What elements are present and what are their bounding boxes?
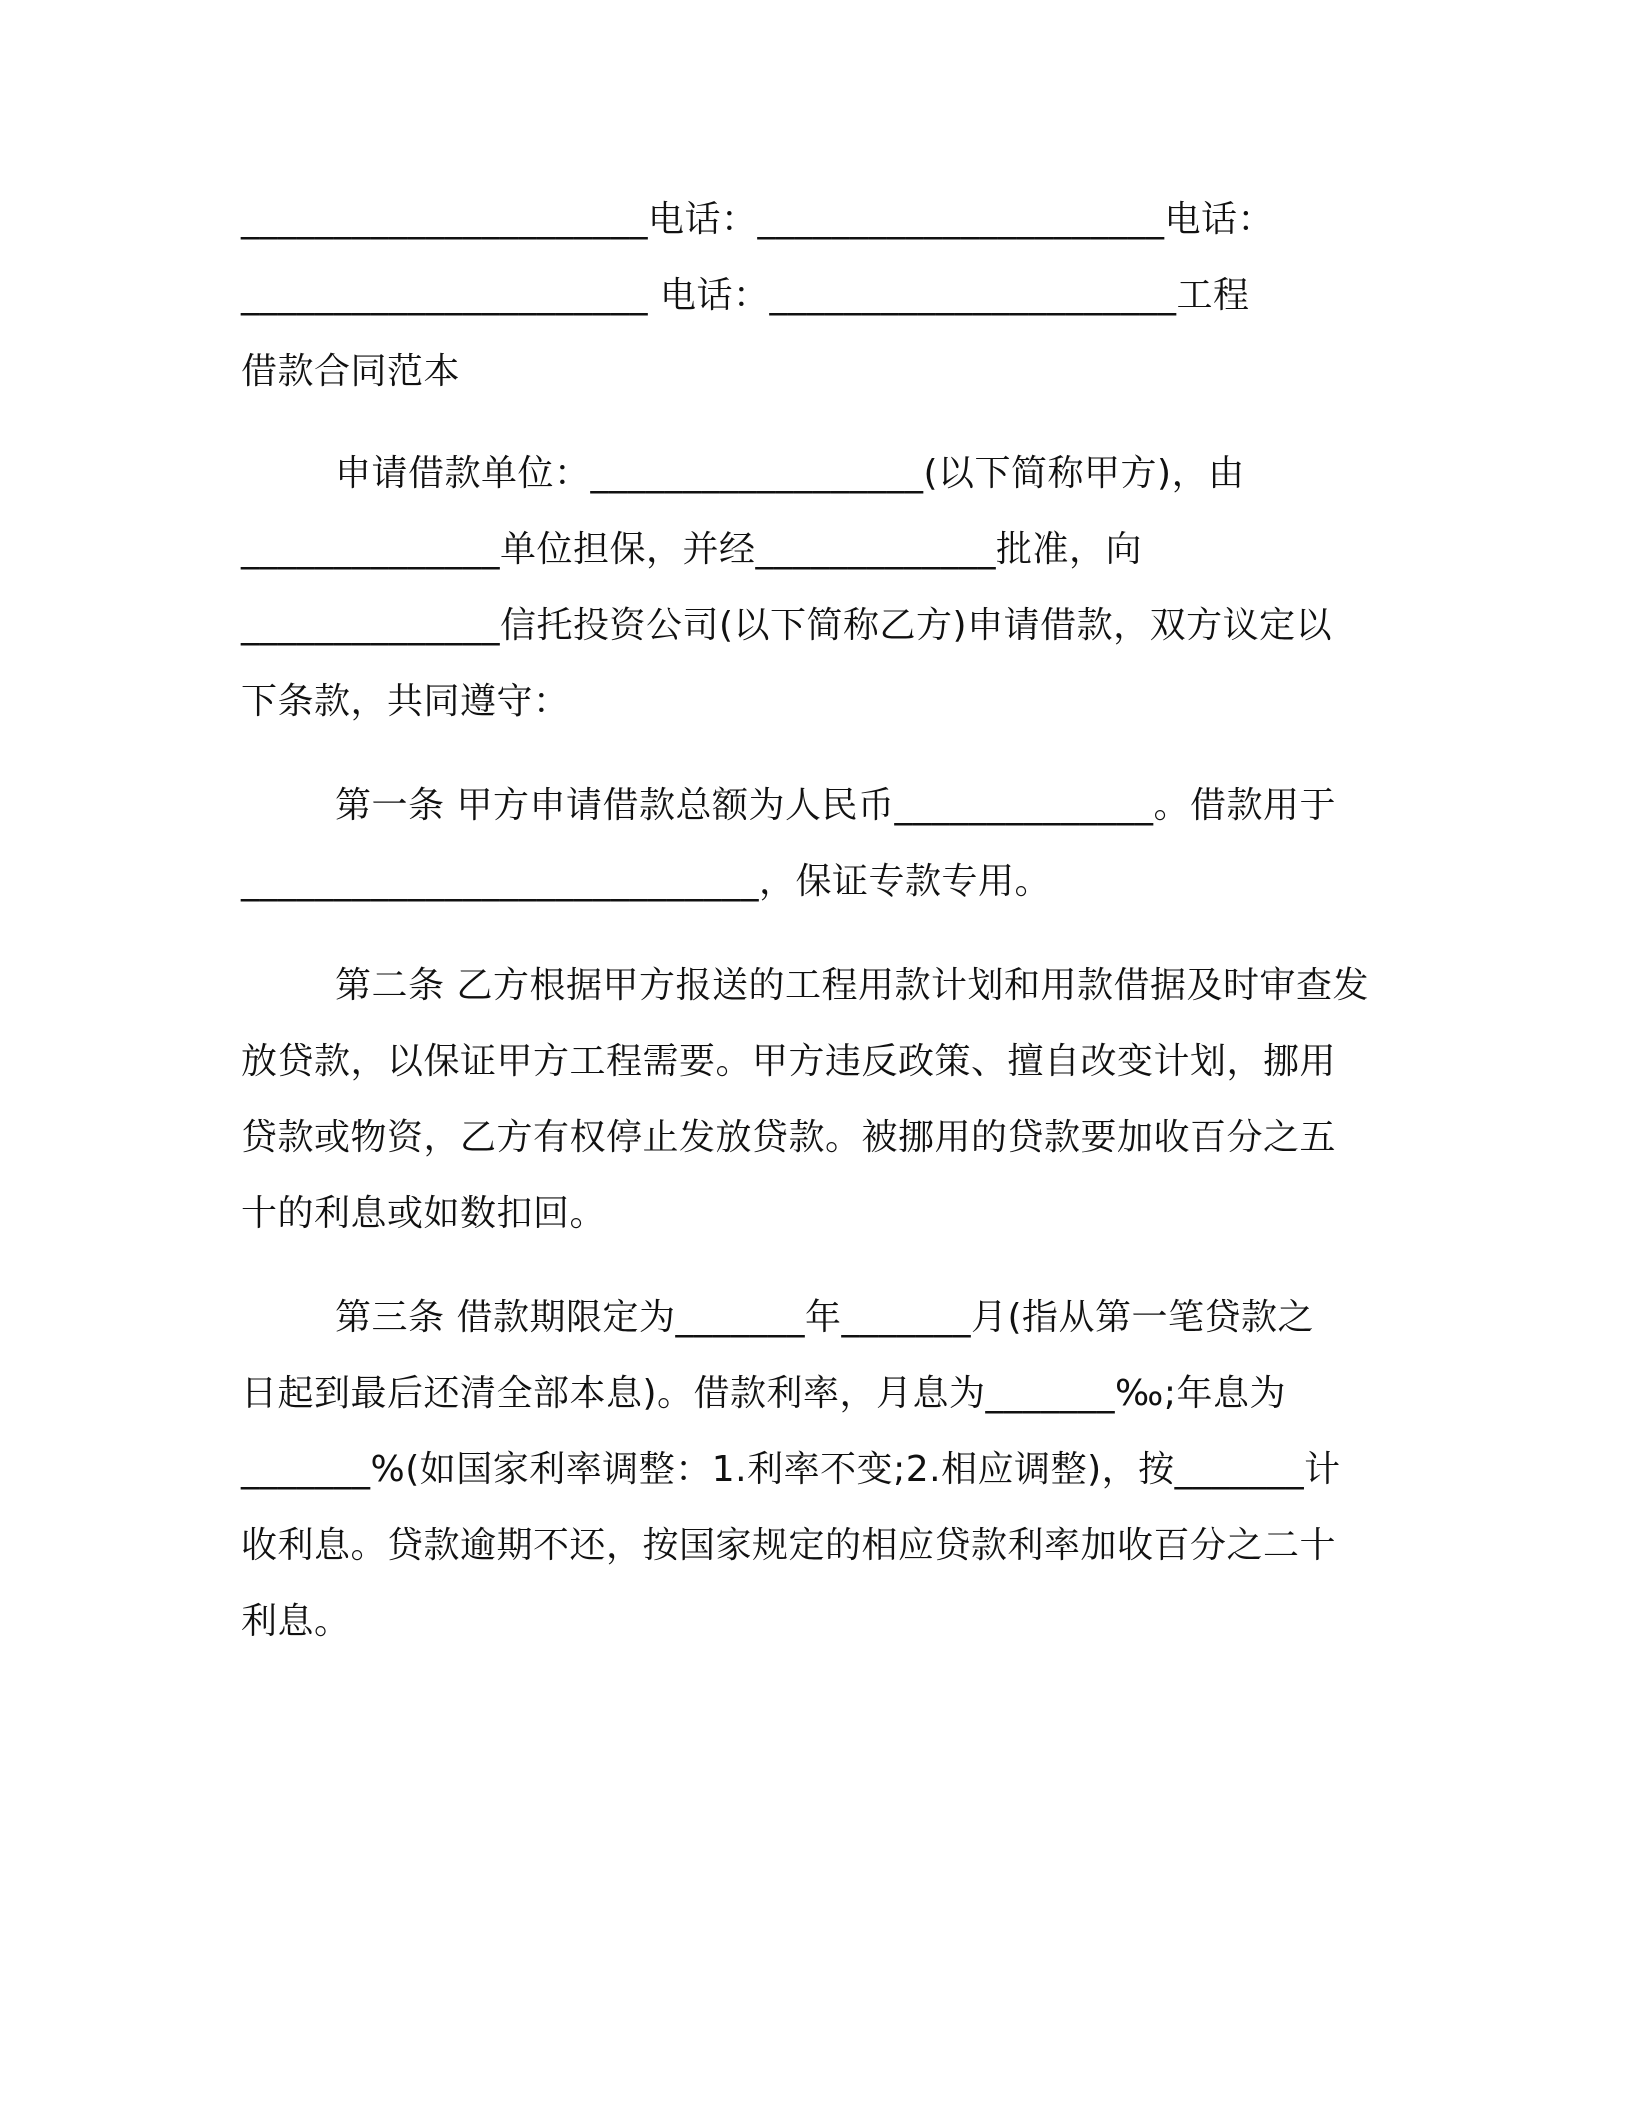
guarantor-line: ______________单位担保，并经_____________批准，向 [241,529,1143,570]
article-2-line-2: 放贷款，以保证甲方工程需要。甲方违反政策、擅自改变计划，挪用 [241,1041,1337,1082]
lender-line: ______________信托投资公司(以下简称乙方)申请借款，双方议定以 [241,605,1333,646]
article-3-line-2: 日起到最后还清全部本息)。借款利率，月息为_______‰;年息为 [241,1373,1286,1414]
article-3-line-3: _______%(如国家利率调整：1.利率不变;2.相应调整)，按_______计 [241,1449,1341,1490]
article-3-line-5: 利息。 [241,1601,351,1642]
article-1-line-2: ____________________________，保证专款专用。 [241,861,1052,902]
document-title: 借款合同范本 [241,351,461,392]
article-2-line-1: 第二条 乙方根据甲方报送的工程用款计划和用款借据及时审查发 [335,965,1369,1006]
article-3-line-1: 第三条 借款期限定为_______年_______月(指从第一笔贷款之 [335,1297,1314,1338]
article-1-line-1: 第一条 甲方申请借款总额为人民币______________。借款用于 [335,785,1336,826]
phone-line-1: ______________________电话：______________________电话： [241,199,1275,240]
phone-line-2: ______________________ 电话：______________________工程 [241,275,1250,316]
article-3-line-4: 收利息。贷款逾期不还，按国家规定的相应贷款利率加收百分之二十 [241,1525,1337,1566]
applicant-line: 申请借款单位：__________________(以下简称甲方)，由 [335,453,1245,494]
article-2-line-4: 十的利息或如数扣回。 [241,1193,607,1234]
article-2-line-3: 贷款或物资，乙方有权停止发放贷款。被挪用的贷款要加收百分之五 [241,1117,1337,1158]
intro-end-line: 下条款，共同遵守： [241,681,570,722]
